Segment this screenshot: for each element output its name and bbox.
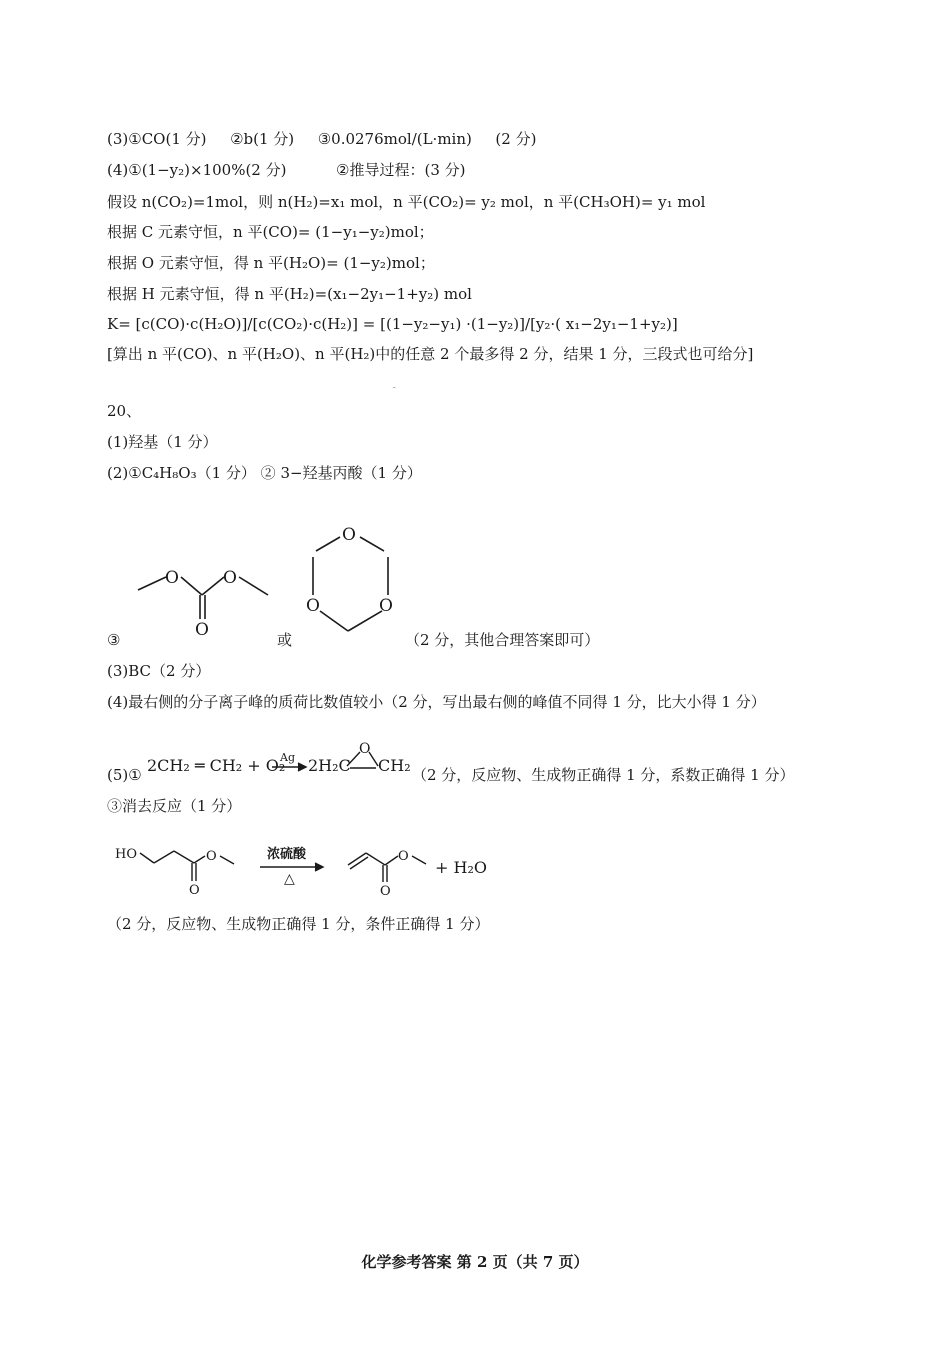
q19-3-answer-c: ③0.0276mol/(L·min) <box>317 130 472 148</box>
q20-structures <box>120 515 420 640</box>
q19-scoring-note: [算出 n 平(CO)、n 平(H₂O)、n 平(H₂)中的任意 2 个最多得 2 分，结果 1 分，三段式也可给分] <box>107 345 754 363</box>
q20-part2-3-or: 或 <box>277 631 293 649</box>
atom-o: O <box>306 596 320 616</box>
eq1-product-right: CH₂ <box>378 756 411 775</box>
elimination-scheme <box>110 835 510 905</box>
q20-part2: (2)①C₄H₈O₃（1 分） ② 3−羟基丙酸（1 分） <box>107 464 422 482</box>
q20-number: 20、 <box>107 402 142 420</box>
atom-o: O <box>380 884 391 899</box>
carbonate-bond <box>181 577 202 595</box>
atom-o: O <box>398 849 409 864</box>
q19-3-score: (2 分) <box>495 130 537 148</box>
atom-o: O <box>189 883 200 898</box>
atom-o: O <box>379 596 393 616</box>
atom-o: O <box>359 741 371 757</box>
atom-o: O <box>342 525 356 545</box>
atom-o: O <box>195 620 209 640</box>
q20-part3: (3)BC（2 分） <box>107 662 211 680</box>
carbonate-bond <box>239 577 268 595</box>
q20-part2-3-mark: ③ <box>107 631 121 649</box>
page-footer: 化学参考答案 第 2 页（共 7 页） <box>361 1253 589 1271</box>
scan-speck: ـ <box>393 381 396 390</box>
atom-o: O <box>165 568 179 588</box>
q19-3-answer-a: (3)①CO(1 分) <box>107 130 207 148</box>
carbonate-bond <box>138 577 166 590</box>
q19-part3-line <box>107 129 536 149</box>
q19-3-answer-b: ②b(1 分) <box>230 130 295 148</box>
hydroxyl-label: HO <box>115 847 137 862</box>
q19-part4-line <box>107 160 466 180</box>
q20-part1: (1)羟基（1 分） <box>107 433 218 451</box>
q19-4-answer-a: (4)①(1−y₂)×100%(2 分) <box>107 161 287 179</box>
q19-assumption: 假设 n(CO₂)=1mol，则 n(H₂)=x₁ mol，n 平(CO₂)= y₂ mol，n 平(CH₃OH)= y₁ mol <box>107 193 706 211</box>
atom-o: O <box>223 568 237 588</box>
q20-part5-mark: (5)① <box>107 766 142 784</box>
q19-hydrogen-conservation: 根据 H 元素守恒，得 n 平(H₂)=(x₁−2y₁−1+y₂) mol <box>107 285 472 303</box>
plus-water: + H₂O <box>435 858 487 877</box>
trioxane-bond <box>348 611 382 631</box>
q19-oxygen-conservation: 根据 O 元素守恒，得 n 平(H₂O)= (1−y₂)mol； <box>107 254 435 272</box>
condition-heat: △ <box>284 871 295 887</box>
condition-concentrated-h2so4: 浓硫酸 <box>267 847 307 862</box>
atom-o: O <box>206 849 217 864</box>
q20-part5-score: （2 分，反应物、生成物正确得 1 分，系数正确得 1 分） <box>412 766 795 784</box>
q19-k-expression: K= [c(CO)·c(H₂O)]/[c(CO₂)·c(H₂)] = [(1−y₂−y₁) ·(1−y₂)]/[y₂·( x₁−2y₁−1+y₂)] <box>107 315 678 333</box>
q20-part2-3-score: （2 分，其他合理答案即可） <box>405 631 600 649</box>
q19-carbon-conservation: 根据 C 元素守恒，n 平(CO)= (1−y₁−y₂)mol； <box>107 223 434 241</box>
q20-part5-3-score: （2 分，反应物、生成物正确得 1 分，条件正确得 1 分） <box>107 915 490 933</box>
eq1-product-left: 2H₂C <box>308 756 351 775</box>
trioxane-bond <box>316 537 340 551</box>
eq1-reactants: 2CH₂ ═ CH₂ + O₂ <box>147 756 286 775</box>
q19-4-answer-b: ②推导过程：(3 分) <box>336 161 466 179</box>
trioxane-bond <box>320 611 348 631</box>
q20-part4: (4)最右侧的分子离子峰的质荷比数值较小（2 分，写出最右侧的峰值不同得 1 分，比大小得 1 分） <box>107 693 766 711</box>
carbonate-bond <box>202 577 224 595</box>
eq1-catalyst: Ag <box>280 751 295 764</box>
q20-part5-3: ③消去反应（1 分） <box>107 797 242 815</box>
trioxane-bond <box>360 537 384 551</box>
